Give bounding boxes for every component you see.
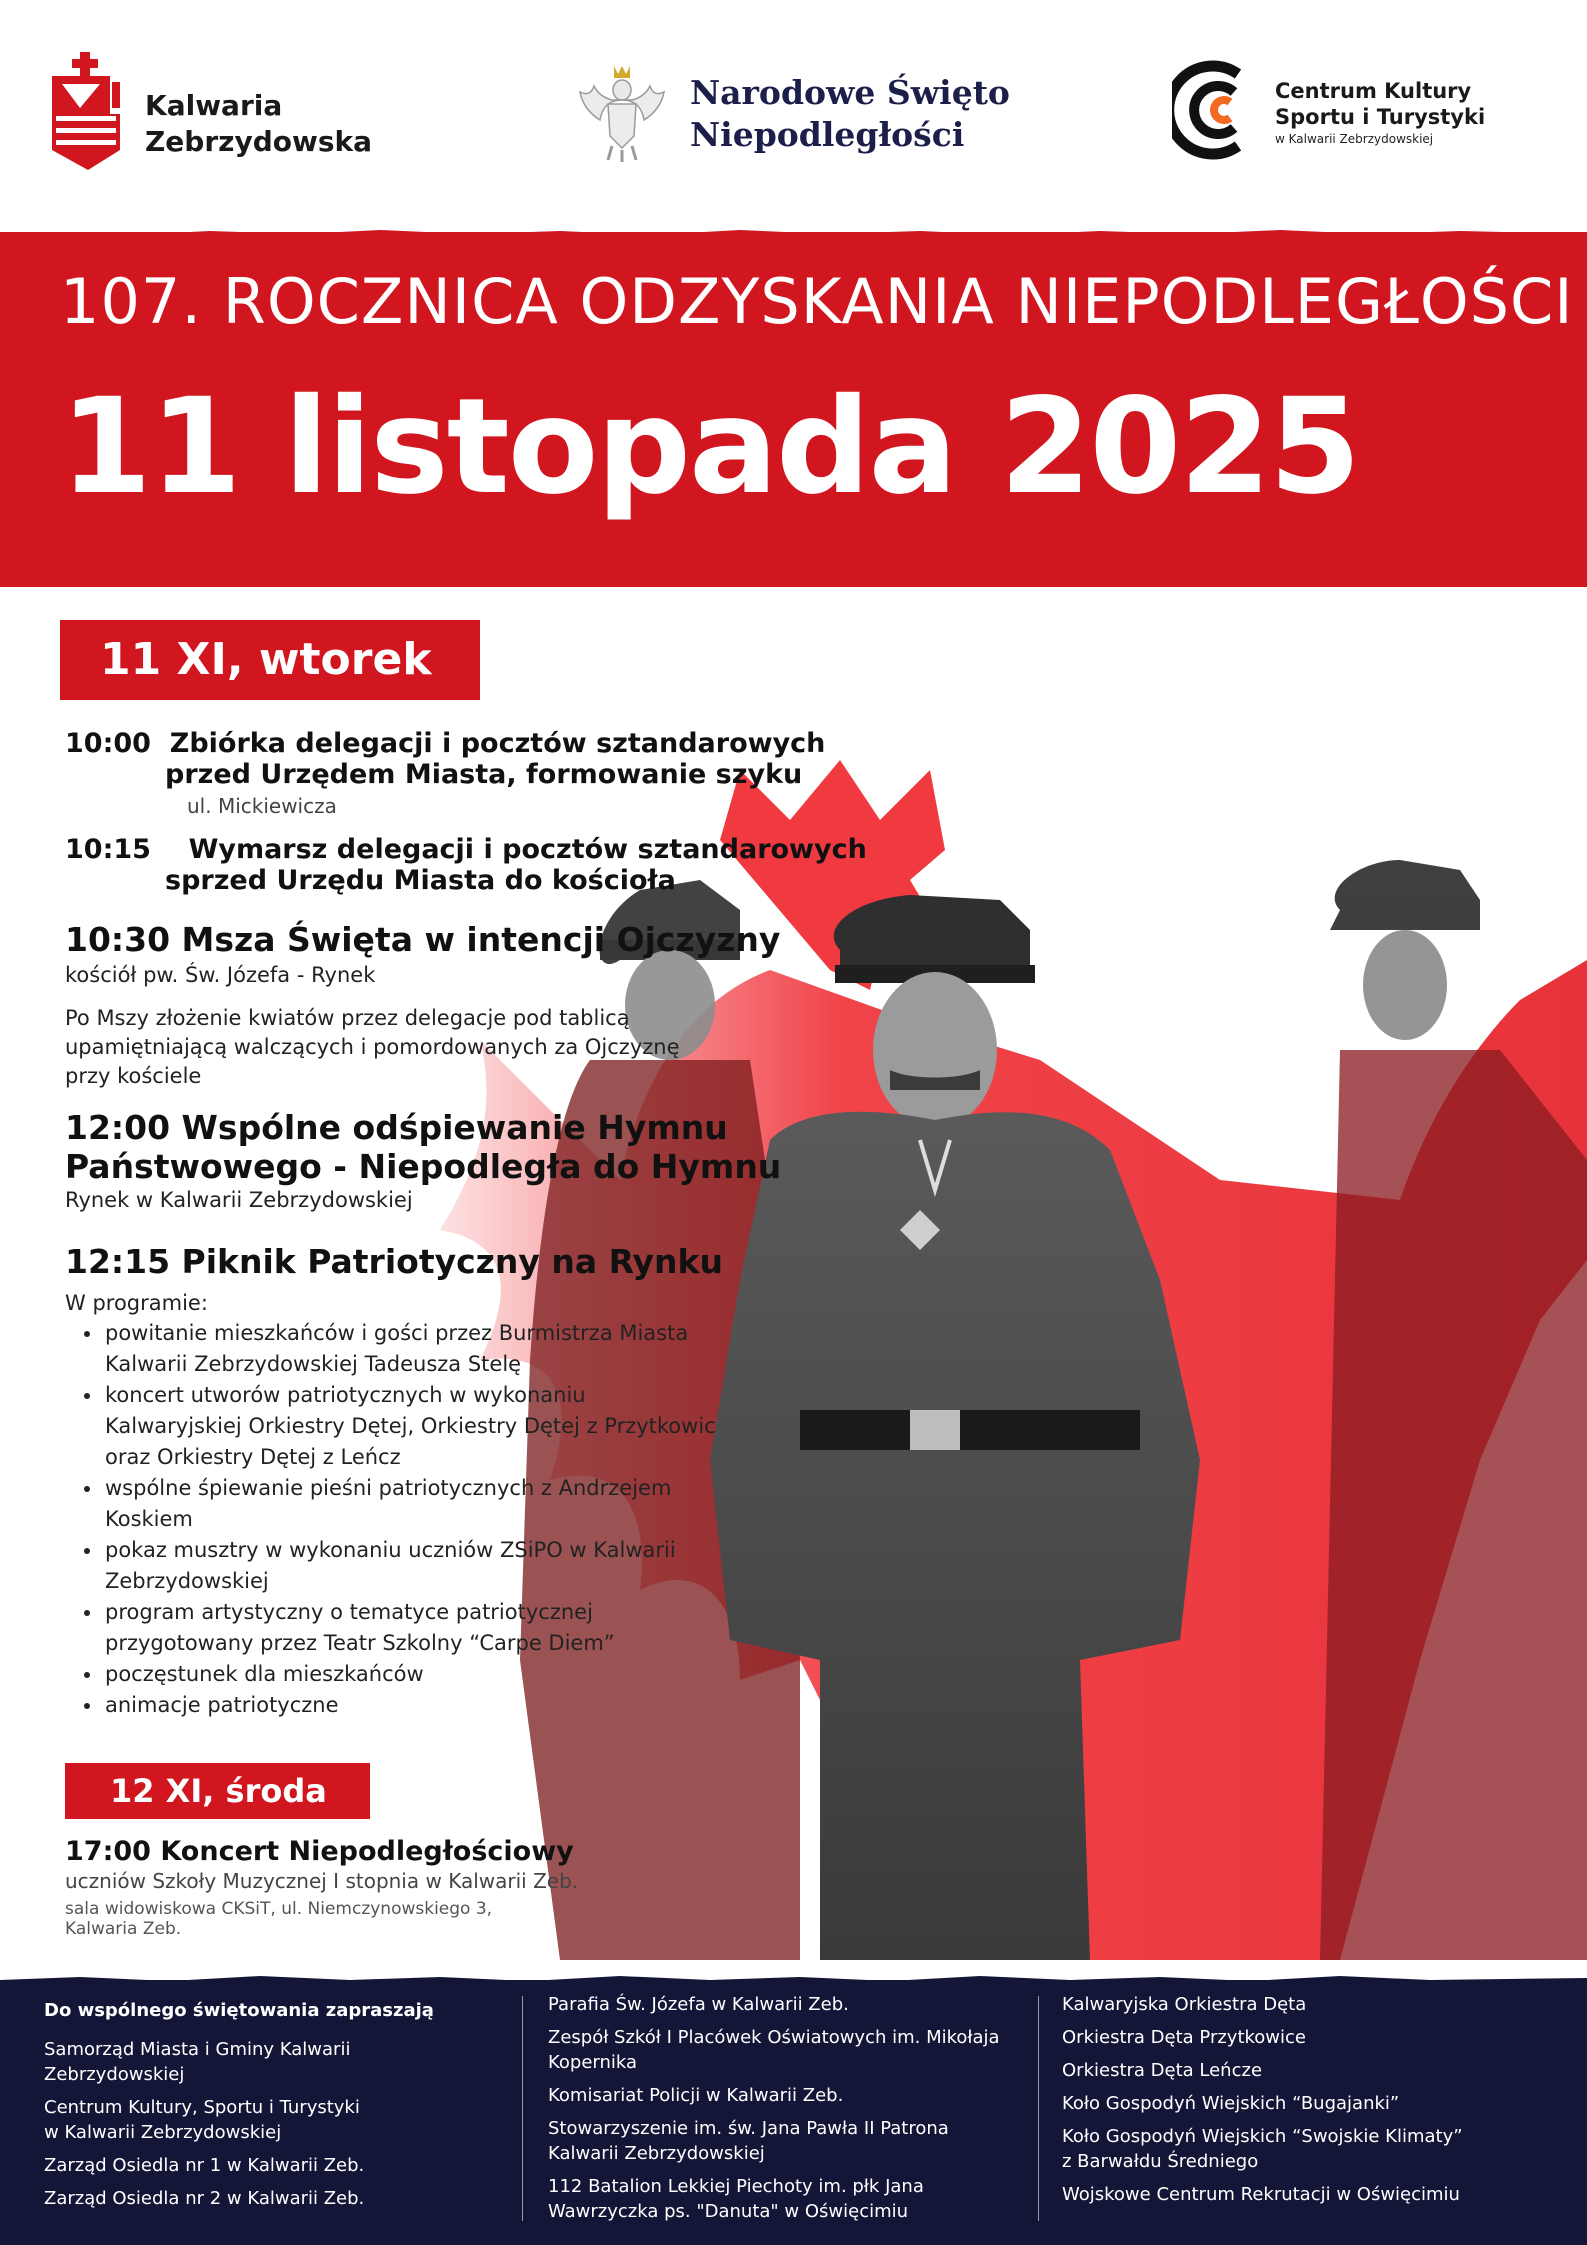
- ck-logo: [1172, 58, 1262, 162]
- event-1700-sub: uczniów Szkoły Muzycznej I stopnia w Kalwarii Zeb.: [65, 1869, 579, 1893]
- event-1015: [65, 834, 867, 896]
- event-1015-time: 10:15: [65, 834, 151, 865]
- event-1000-time: 10:00: [65, 728, 151, 759]
- event-1000-line1: Zbiórka delegacji i pocztów sztandarowych: [169, 728, 826, 759]
- kalwaria-logo: [50, 52, 125, 170]
- eagle-emblem: [578, 62, 666, 162]
- event-1700-place-line1: sala widowiskowa CKSiT, ul. Niemczynowskiego 3,: [65, 1899, 493, 1919]
- footer-entry: Koło Gospodyń Wiejskich “Bugajanki”: [1062, 2093, 1400, 2114]
- footer-entry: Orkiestra Dęta Przytkowice: [1062, 2027, 1306, 2048]
- footer-entry: Wojskowe Centrum Rekrutacji w Oświęcimiu: [1062, 2184, 1460, 2205]
- footer-entry: Kalwaryjska Orkiestra Dęta: [1062, 1994, 1307, 2015]
- event-1030-title: 10:30 Msza Święta w intencji Ojczyzny: [65, 920, 781, 959]
- footer-entry: Centrum Kultury, Sportu i Turystyki w Kalwarii Zebrzydowskiej: [44, 2097, 360, 2143]
- program-item: • program artystyczny o tematyce patriotycznej przygotowany przez Teatr Szkolny “Carpe Diem”: [103, 1597, 765, 1659]
- narodowe-line2: Niepodległości: [690, 115, 965, 154]
- footer-col2: [548, 1992, 1048, 2232]
- program-item: • powitanie mieszkańców i gości przez Burmistrza Miasta Kalwarii Zebrzydowskiej Tadeusza Stelę: [103, 1318, 765, 1380]
- footer-entry: Koło Gospodyń Wiejskich “Swojskie Klimaty” z Barwałdu Średniego: [1062, 2126, 1463, 2172]
- event-1700-title: 17:00 Koncert Niepodległościowy: [65, 1836, 574, 1867]
- event-1030-note: [65, 1004, 780, 1091]
- kalwaria-logo-text: [145, 88, 372, 160]
- event-1030-note-line1: Po Mszy złożenie kwiatów przez delegacje pod tablicą: [65, 1006, 630, 1030]
- event-1200-place: Rynek w Kalwarii Zebrzydowskiej: [65, 1188, 413, 1212]
- footer-entry: Stowarzyszenie im. św. Jana Pawła II Patrona Kalwarii Zebrzydowskiej: [548, 2118, 949, 2164]
- kalwaria-line2: Zebrzydowska: [145, 125, 373, 158]
- ck-logo-text: [1275, 78, 1485, 130]
- ck-line1: Centrum Kultury: [1275, 79, 1472, 103]
- day2-badge: 12 XI, środa: [65, 1763, 370, 1819]
- program-item: • pokaz musztry w wykonaniu uczniów ZSiPO w Kalwarii Zebrzydowskiej: [103, 1535, 765, 1597]
- footer-col1: [44, 1998, 484, 2219]
- event-1015-line1: Wymarsz delegacji i pocztów sztandarowych: [188, 834, 867, 865]
- event-1030-note-line3: przy kościele: [65, 1064, 202, 1088]
- footer-entry: Zespół Szkół I Placówek Oświatowych im. Mikołaja Kopernika: [548, 2027, 1000, 2073]
- event-1000-line2: przed Urzędem Miasta, formowanie szyku: [165, 759, 803, 790]
- footer-torn-edge: [0, 1968, 1587, 1990]
- event-1200-title-line1: 12:00 Wspólne odśpiewanie Hymnu: [65, 1108, 728, 1147]
- program-item: • koncert utworów patriotycznych w wykonaniu Kalwaryjskiej Orkiestry Dętej, Orkiestry Dętej z Przytkowic oraz Orkiestry Dętej z Leńcz: [103, 1380, 765, 1473]
- ck-line2: Sportu i Turystyki: [1275, 105, 1486, 129]
- footer-entry: Orkiestra Dęta Leńcze: [1062, 2060, 1263, 2081]
- kalwaria-line1: Kalwaria: [145, 89, 283, 122]
- footer-entry: 112 Batalion Lekkiej Piechoty im. płk Jana Wawrzyczka ps. "Danuta" w Oświęcimiu: [548, 2176, 924, 2222]
- narodowe-line1: Narodowe Święto: [690, 73, 1010, 112]
- footer-entry: Zarząd Osiedla nr 1 w Kalwarii Zeb.: [44, 2155, 365, 2176]
- narodowe-logo-text: [690, 72, 1010, 156]
- event-1215-title: 12:15 Piknik Patriotyczny na Rynku: [65, 1242, 723, 1281]
- ck-line3: w Kalwarii Zebrzydowskiej: [1275, 132, 1434, 146]
- footer-entry: Parafia Św. Józefa w Kalwarii Zeb.: [548, 1994, 849, 2015]
- program-item: • poczęstunek dla mieszkańców: [103, 1659, 765, 1690]
- footer-heading: Do wspólnego świętowania zapraszają: [44, 2000, 434, 2021]
- kalwaria-crest-icon: [50, 52, 125, 170]
- footer-entry: Samorząd Miasta i Gminy Kalwarii Zebrzydowskiej: [44, 2039, 351, 2085]
- day1-badge: 11 XI, wtorek: [60, 620, 480, 700]
- footer-entry: Komisariat Policji w Kalwarii Zeb.: [548, 2085, 844, 2106]
- polish-eagle-icon: [578, 62, 666, 162]
- event-1030-note-line2: upamiętniającą walczących i pomordowanych za Ojczyznę: [65, 1035, 680, 1059]
- footer-divider: [1038, 1996, 1039, 2221]
- event-1200: [65, 1108, 781, 1215]
- banner-torn-edge: [0, 222, 1587, 246]
- event-1030: [65, 920, 780, 1091]
- footer-entry: Zarząd Osiedla nr 2 w Kalwarii Zeb.: [44, 2188, 365, 2209]
- event-1000-place: ul. Mickiewicza: [187, 794, 337, 818]
- footer-col3: [1062, 1992, 1562, 2215]
- event-1215: [65, 1242, 765, 1721]
- footer-divider: [522, 1996, 523, 2221]
- anniversary-subtitle: 107. ROCZNICA ODZYSKANIA NIEPODLEGŁOŚCI: [60, 265, 1574, 338]
- event-1015-line2: sprzed Urzędu Miasta do kościoła: [165, 865, 676, 896]
- event-1200-title-line2: Państwowego - Niepodległa do Hymnu: [65, 1147, 782, 1186]
- event-1700: [65, 1836, 578, 1939]
- date-title: 11 listopada 2025: [60, 370, 1359, 524]
- program-item: • wspólne śpiewanie pieśni patriotycznych z Andrzejem Koskiem: [103, 1473, 765, 1535]
- event-1000: [65, 728, 825, 818]
- ck-c-mark-icon: [1172, 58, 1262, 162]
- event-1030-place: kościół pw. Św. Józefa - Rynek: [65, 963, 376, 987]
- event-1700-place-line2: Kalwaria Zeb.: [65, 1919, 182, 1939]
- program-item: • animacje patriotyczne: [103, 1690, 765, 1721]
- program-intro: W programie:: [65, 1291, 208, 1315]
- program-list: [65, 1318, 765, 1721]
